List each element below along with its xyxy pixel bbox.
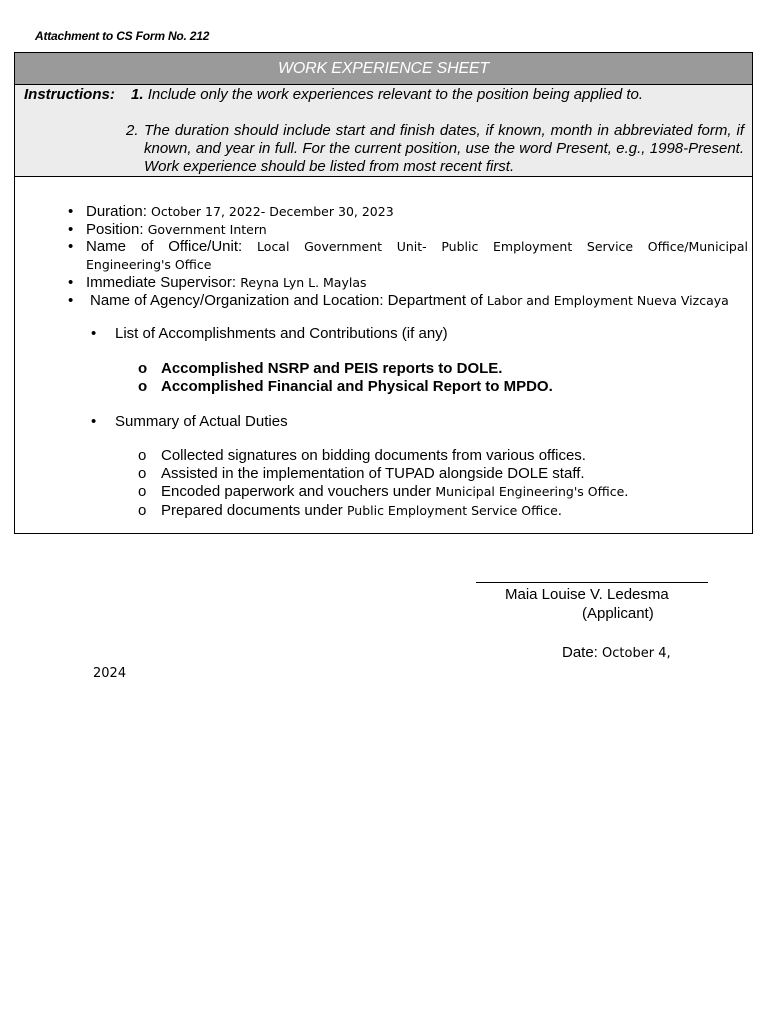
date-value: October 4, [602,646,671,661]
signature-line [476,582,708,583]
duty-item: o Prepared documents under Public Employment Service Office. [138,502,562,519]
supervisor-item [68,274,748,291]
date-year: 2024 [93,666,127,681]
duration-value: October 17, 2022- December 30, 2023 [151,204,394,219]
duration-item [68,203,748,220]
agency-value: Labor and Employment Nueva Vizcaya [486,293,729,308]
instruction-1-text: Include only the work experiences relevant to the position being applied to. [147,86,644,103]
agency-item [68,292,748,309]
instruction-1-number: 1. [131,86,144,103]
bullet-icon: • [91,413,97,430]
circle-bullet-icon: o [138,502,147,519]
office-label: Name of Office/Unit: [86,238,243,255]
accomplishments-heading: List of Accomplishments and Contributions (if any) [115,325,448,342]
accomplishment-text: Accomplished Financial and Physical Report to MPDO. [161,378,553,395]
position-value: Government Intern [147,222,267,237]
position-item [68,221,748,238]
agency-label: Name of Agency/Organization and Location: Department of [90,292,483,309]
circle-bullet-icon: o [138,483,147,500]
circle-bullet-icon: o [138,378,148,395]
circle-bullet-icon: o [138,465,147,482]
position-label: Position: [86,221,144,238]
office-item [68,238,748,274]
instructions-section [15,85,752,177]
bullet-icon: • [68,238,74,255]
date-label: Date: [562,644,598,661]
accomplishment-item [138,360,502,377]
instruction-item-2 [126,122,744,176]
circle-bullet-icon: o [138,447,147,464]
accomplishment-item [138,378,553,395]
duration-label: Duration: [86,203,147,220]
supervisor-label: Immediate Supervisor: [86,274,237,291]
duty-text-office: Public Employment Service Office [346,503,558,518]
office-value-line2: Engineering's Office [86,257,212,272]
sheet-title: WORK EXPERIENCE SHEET [15,53,752,85]
applicant-role: (Applicant) [582,605,654,622]
duty-item [138,465,585,482]
date-field [562,644,671,661]
accomplishments-heading-item [91,325,448,342]
bullet-icon: • [68,292,74,309]
duty-text: Encoded paperwork and vouchers under [161,483,432,500]
attachment-label: Attachment to CS Form No. 212 [35,29,210,43]
bullet-icon: • [68,203,74,220]
bullet-icon: • [91,325,97,342]
duty-text: Assisted in the implementation of TUPAD alongside DOLE staff. [161,465,585,482]
applicant-name: Maia Louise V. Ledesma [505,586,669,603]
bullet-icon: • [68,274,74,291]
work-experience-sheet [14,52,753,534]
accomplishment-text: Accomplished NSRP and PEIS reports to DOLE. [161,360,503,377]
bullet-icon: • [68,221,74,238]
instruction-2-text: The duration should include start and finish dates, if known, month in abbreviated form, if known, and year in full. For the current position, use the word Present, e.g., 1998-Present. Work experience should be listed from most recent first. [144,122,744,175]
instructions-label: Instructions: [24,86,115,103]
duties-heading-item [91,413,288,430]
instruction-item-1 [131,86,643,103]
duties-heading: Summary of Actual Duties [115,413,288,430]
duty-item [138,447,586,464]
circle-bullet-icon: o [138,360,148,377]
instruction-2-number: 2. [126,122,139,139]
office-value-line1: Local Government Unit- Public Employment Service Office/Municipal [257,239,748,254]
duty-text: Collected signatures on bidding documents from various offices. [161,447,586,464]
duty-text-office: Municipal Engineering's Office [435,484,625,499]
duty-item: o Encoded paperwork and vouchers under Municipal Engineering's Office. [138,483,629,500]
duty-text: Prepared documents under [161,502,343,519]
supervisor-value: Reyna Lyn L. Maylas [240,275,367,290]
